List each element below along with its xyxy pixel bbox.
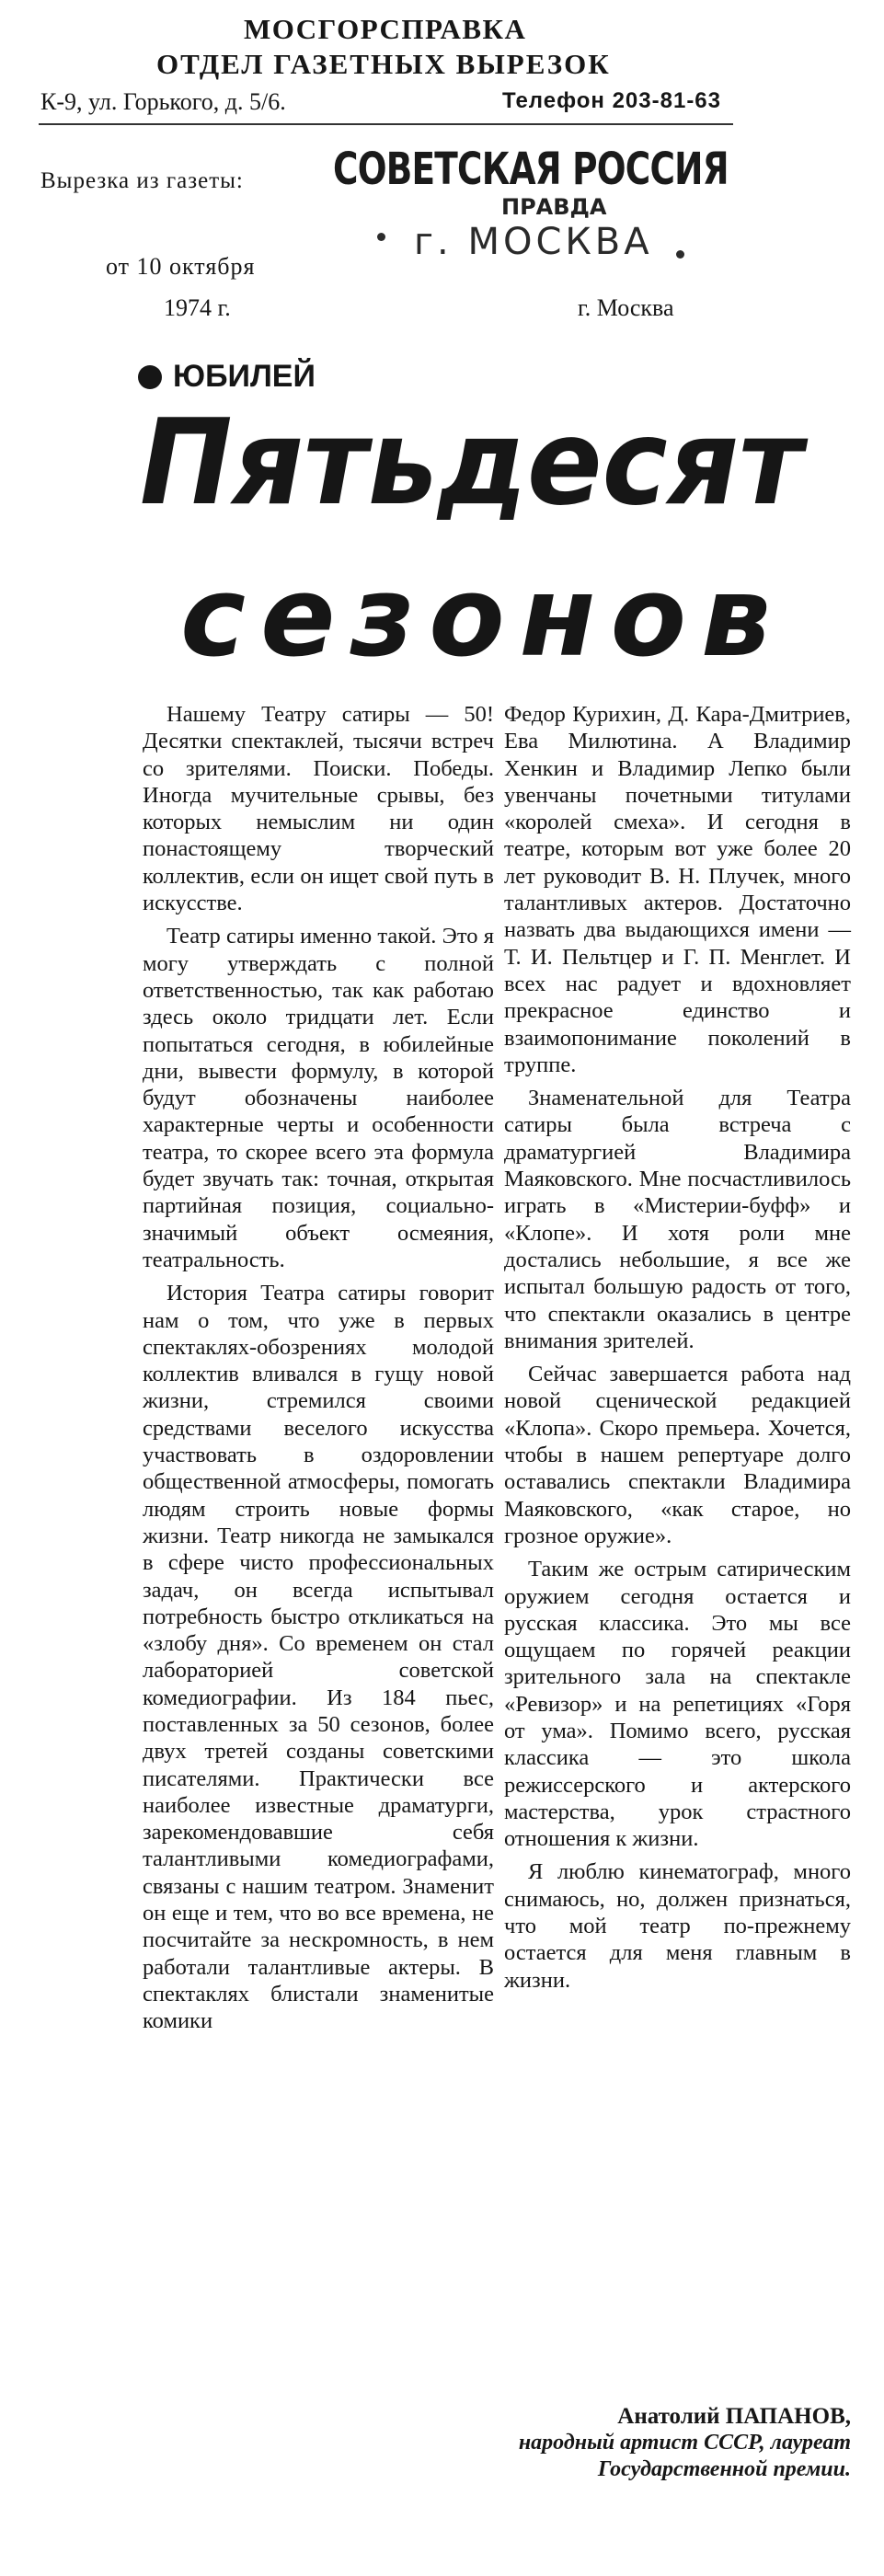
article-column-left — [143, 701, 494, 2041]
clipping-city: г. Москва — [578, 294, 674, 321]
stamp-city: г. МОСКВА — [414, 221, 653, 263]
rubric-label: ЮБИЛЕЙ — [173, 359, 316, 394]
header-divider — [39, 123, 733, 125]
service-contacts — [40, 88, 721, 116]
newspaper-overprint: ПРАВДА — [501, 194, 607, 220]
author-title: народный артист СССР, лауреат Государственной премии. — [518, 2431, 851, 2481]
clipping-date: от 10 октября — [106, 253, 256, 280]
bullet-icon — [138, 365, 162, 389]
article-paragraph: История Театра сатиры говорит нам о том, что уже в первых спектаклях-обозрениях молодой коллектив вливался в гущу новой жизни, стремился своими средствами веселого искусства участвовать в оздоровлении общественной атмосферы, помогать людям строить новые формы жизни. Театр никогда не замыкался в сфере чисто профессиональных задач, он всегда испытывал потребность быстро откликаться на «злобу дня». Со временем он стал лабораторией советской комедиографии. Из 184 пьес, поставленных за 50 сезонов, более двух третей созданы советскими писателями. Практически все наиболее известные драматурги, зарекомендовавшие себя талантливыми комедиографами, связаны с нашим театром. Знаменит он еще и тем, что во все времена, не посчитайте за нескромность, в нем работали талантливые актеры. В спектаклях блистали знаменитые комики — [143, 1281, 494, 2034]
stamp-dot-mark — [676, 250, 684, 259]
article-paragraph: Нашему Театру сатиры — 50! Десятки спектаклей, тысячи встреч со зрителями. Поиски. Победы. Иногда мучительные срывы, без которых немыслим ни один понастоящему творческий коллектив, если он ищет свой путь в искусстве. — [143, 702, 494, 916]
rubric — [138, 359, 316, 395]
article-title-line-2: сезонов — [180, 554, 786, 682]
article-column-right — [504, 701, 851, 2000]
service-phone: Телефон 203-81-63 — [501, 88, 721, 113]
service-name: МОСГОРСПРАВКА — [244, 13, 527, 45]
department-name: ОТДЕЛ ГАЗЕТНЫХ ВЫРЕЗОК — [156, 48, 611, 80]
author-signature — [504, 2403, 851, 2483]
article-paragraph: Знаменательной для Театра сатиры была встреча с драматургией Владимира Маяковского. Мне посчастливилось играть в «Мистерии-буфф» и «Клопе». И хотя роли мне достались небольшие, я все же испытал большую радость от того, что спектакли оказались в центре внимания зрителей. — [504, 1086, 851, 1353]
article-title-line-1: Пятьдесят — [140, 395, 803, 532]
newspaper-stamp: СОВЕТСКАЯ РОССИЯ — [333, 144, 729, 195]
article-paragraph: Театр сатиры именно такой. Это я могу утверждать с полной ответственностью, так как работаю здесь около тридцати лет. Если попытаться сегодня, в юбилейные дни, вывести формулу, в которой будут обозначены наиболее характерные черты и особенности театра, то скорее всего эта формула будет звучать так: точная, открытая партийная позиция, социально-значимый объект осмеяния, театральность. — [143, 924, 494, 1272]
article-paragraph: Таким же острым сатирическим оружием сегодня остается и русская классика. Это мы все ощущаем по горячей реакции зрительного зала на спектакле «Ревизор» и на репетициях «Горя от ума». Помимо всего, русская классика — это школа режиссерского и актерского мастерства, урок страстного отношения к жизни. — [504, 1557, 851, 1852]
service-address: К-9, ул. Горького, д. 5/6. — [40, 88, 286, 115]
author-name: Анатолий ПАПАНОВ, — [617, 2404, 851, 2429]
article-paragraph: Я люблю кинематограф, много снимаюсь, но, должен признаться, что мой театр по-прежнему остается для меня главным в жизни. — [504, 1859, 851, 1993]
article-paragraph: Сейчас завершается работа над новой сценической редакцией «Клопа». Скоро премьера. Хочется, чтобы в нашем репертуаре долго оставались спектакли Владимира Маяковского, «как старое, но грозное оружие». — [504, 1362, 851, 1548]
clipping-label: Вырезка из газеты: — [40, 168, 244, 193]
stamp-dot-mark — [377, 233, 385, 241]
article-paragraph: Федор Курихин, Д. Кара-Дмитриев, Ева Милютина. А Владимир Хенкин и Владимир Лепко были увенчаны почетными титулами «королей смеха». И сегодня в театре, которым вот уже более 20 лет руководит В. Н. Плучек, много талантливых актеров. Достаточно назвать два выдающихся имени — Т. И. Пельтцер и Г. П. Менглет. И всех нас радует и вдохновляет прекрасное единство и взаимопонимание поколений в труппе. — [504, 702, 851, 1077]
clipping-year: 1974 г. — [164, 294, 231, 321]
